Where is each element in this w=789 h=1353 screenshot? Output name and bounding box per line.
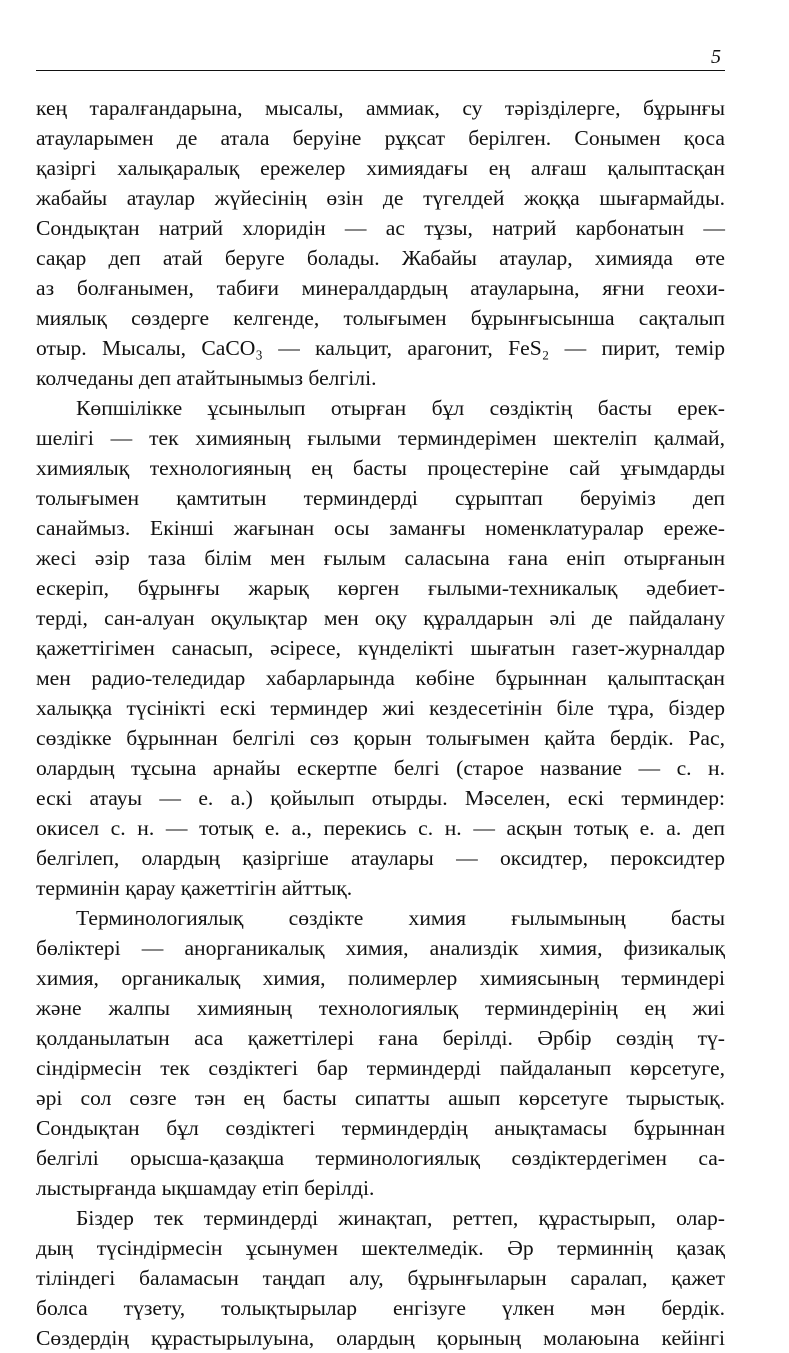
text-line: әрі сол сөзге тән ең басты сипатты ашып көрсетуге тырыстық. [36,1086,725,1110]
text-line: жесі әзір таза білім мен ғылым саласына ғана еніп отырғанын [36,546,725,570]
text-line: Терминологиялық сөздікте химия ғылымының басты [76,906,725,930]
text-line: химия, органикалық химия, полимерлер химиясының терминдері [36,966,725,990]
text-line: санаймыз. Екінші жағынан осы заманғы номенклатуралар ереже- [36,516,725,540]
text-line: ескеріп, бұрынғы жарық көрген ғылыми-техникалық әдебиет- [36,576,725,600]
text-line: Біздер тек терминдерді жинақтап, реттеп, құрастырып, олар- [76,1206,725,1230]
text-line: сіндірмесін тек сөздіктегі бар терминдерді пайдаланып көрсетуге, [36,1056,725,1080]
text-line: миялық сөздерге келгенде, толығымен бұрынғысынша сақталып [36,306,725,330]
text-line: терді, сан-алуан оқулықтар мен оқу құралдарын әлі де пайдалану [36,606,725,630]
text-line: толығымен қамтитын терминдерді сұрыптап беруіміз деп [36,486,725,510]
text-line: лыстырғанда ықшамдау етіп берілді. [36,1176,375,1200]
text-line: химиялық технологияның ең басты процестеріне сай ұғымдарды [36,456,725,480]
body-text [36,93,725,1353]
text-line: сөздікке бұрыннан белгілі сөз қорын толығымен қайта бердік. Рас, [36,726,725,750]
text-line: және жалпы химияның технологиялық терминдерінің ең жиі [36,996,725,1020]
text-line: Сондықтан натрий хлоридін — ас тұзы, натрий карбонатын — [36,216,725,240]
text-line: белгілеп, олардың қазіргіше атаулары — оксидтер, пероксидтер [36,846,725,870]
text-line: тіліндегі баламасын таңдап алу, бұрынғыларын саралап, қажет [36,1266,725,1290]
page-number: 5 [711,46,721,68]
text-line: Сондықтан бұл сөздіктегі терминдердің анықтамасы бұрыннан [36,1116,725,1140]
text-line: олардың тұсына арнайы ескертпе белгі (старое название — с. н. [36,756,725,780]
text-line: белгілі орысша-қазақша терминологиялық сөздіктердегімен са- [36,1146,725,1170]
text-line: болса түзету, толықтырылар енгізуге үлкен мән бердік. [36,1296,725,1320]
text-line: окисел с. н. — тотық е. а., перекись с. н. — асқын тотық е. а. деп [36,816,725,840]
text-line: кең таралғандарына, мысалы, аммиак, су тәрізділерге, бұрынғы [36,96,725,120]
text-line: шелігі — тек химияның ғылыми терминдерімен шектеліп қалмай, [36,426,725,450]
text-line: аз болғанымен, табиғи минералдардың атауларына, яғни геохи- [36,276,725,300]
text-line: мен радио-теледидар хабарларында көбіне бұрыннан қалыптасқан [36,666,725,690]
text-line: қазіргі халықаралық ережелер химиядағы ең алғаш қалыптасқан [36,156,725,180]
text-line: қажеттігімен санасып, әсіресе, күнделікті шығатын газет-журналдар [36,636,725,660]
text-line: атауларымен де атала беруіне рұқсат берілген. Сонымен қоса [36,126,725,150]
text-line: қолданылатын аса қажеттілері ғана берілді. Әрбір сөздің тү- [36,1026,725,1050]
text-line: терминін қарау қажеттігін айттық. [36,876,353,900]
text-line: сақар деп атай беруге болады. Жабайы атаулар, химияда өте [36,246,725,270]
text-line: отыр. Мысалы, CaCO₃ — кальцит, арагонит, FeS₂ — пирит, темір [36,336,725,360]
text-line: Сөздердің құрастырылуына, олардың қорының молаюына кейінгі [36,1326,725,1350]
text-line: дың түсіндірмесін ұсынумен шектелмедік. Әр терминнің қазақ [36,1236,725,1260]
page-header [36,40,725,71]
text-line: жабайы атаулар жүйесінің өзін де түгелдей жоққа шығармайды. [36,186,725,210]
text-line: ескі атауы — е. а.) қойылып отырды. Мәселен, ескі терминдер: [36,786,725,810]
text-line: колчеданы деп атайтынымыз белгілі. [36,366,377,390]
text-line: Көпшілікке ұсынылып отырған бұл сөздіктің басты ерек- [76,396,725,420]
text-line: халыққа түсінікті ескі терминдер жиі кездесетінін біле тұра, біздер [36,696,725,720]
text-line: бөліктері — анорганикалық химия, анализдік химия, физикалық [36,936,725,960]
